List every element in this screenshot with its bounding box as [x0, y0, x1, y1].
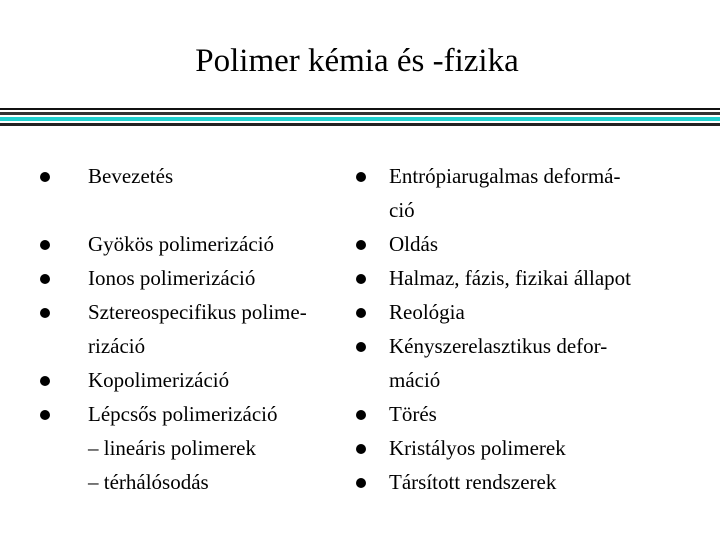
list-item-text: Oldás [389, 232, 438, 256]
bullet-icon [40, 376, 50, 386]
bullet-icon [356, 240, 366, 250]
list-item-text: Ionos polimerizáció [88, 266, 256, 290]
list-item [356, 431, 686, 465]
divider-line-4 [0, 123, 720, 126]
bullet-icon [40, 308, 50, 318]
divider-line-accent [0, 117, 720, 121]
bullet-icon [356, 444, 366, 454]
title-divider [0, 108, 720, 128]
list-item [356, 227, 686, 261]
slide-title: Polimer kémia és -fizika [195, 43, 519, 79]
list-item-text: Kényszerelasztikus defor- [389, 334, 608, 358]
list-item [356, 295, 686, 329]
bullet-icon [356, 308, 366, 318]
sub-list-item: – lineáris polimerek [88, 436, 256, 460]
list-item-text: Kristályos polimerek [389, 436, 566, 460]
list-item-text: Gyökös polimerizáció [88, 232, 275, 256]
list-item-text: Halmaz, fázis, fizikai állapot [389, 266, 631, 290]
list-item-text: Bevezetés [88, 164, 174, 188]
bullet-icon [356, 274, 366, 284]
list-item-text: Entrópiarugalmas deformá- [389, 164, 621, 188]
list-item-text-continued: rizáció [88, 334, 146, 358]
bullet-icon [356, 478, 366, 488]
list-item-text-continued: ció [389, 198, 415, 222]
bullet-icon [40, 410, 50, 420]
divider-line-1 [0, 108, 720, 110]
list-item [356, 329, 686, 397]
list-item [356, 465, 686, 499]
list-item-text-continued: máció [389, 368, 441, 392]
list-item-text: Sztereospecifikus polime- [88, 300, 307, 324]
bullet-icon [356, 172, 366, 182]
list-item [40, 363, 340, 397]
list-item [40, 261, 340, 295]
list-item [40, 397, 340, 431]
bullet-icon [356, 410, 366, 420]
bullet-icon [40, 274, 50, 284]
list-item-text: Társított rendszerek [389, 470, 557, 494]
bullet-icon [356, 342, 366, 352]
sub-list-item: – térhálósodás [88, 470, 209, 494]
list-item [356, 159, 686, 227]
bullet-icon [40, 240, 50, 250]
list-item-text: Kopolimerizáció [88, 368, 230, 392]
list-item [40, 159, 340, 193]
list-item [40, 227, 340, 261]
list-item [356, 397, 686, 431]
list-item-text: Reológia [389, 300, 465, 324]
list-item [356, 261, 686, 295]
list-item [40, 295, 340, 363]
list-item-text: Törés [389, 402, 437, 426]
divider-line-2 [0, 112, 720, 115]
list-item-text: Lépcsős polimerizáció [88, 402, 278, 426]
bullet-icon [40, 172, 50, 182]
